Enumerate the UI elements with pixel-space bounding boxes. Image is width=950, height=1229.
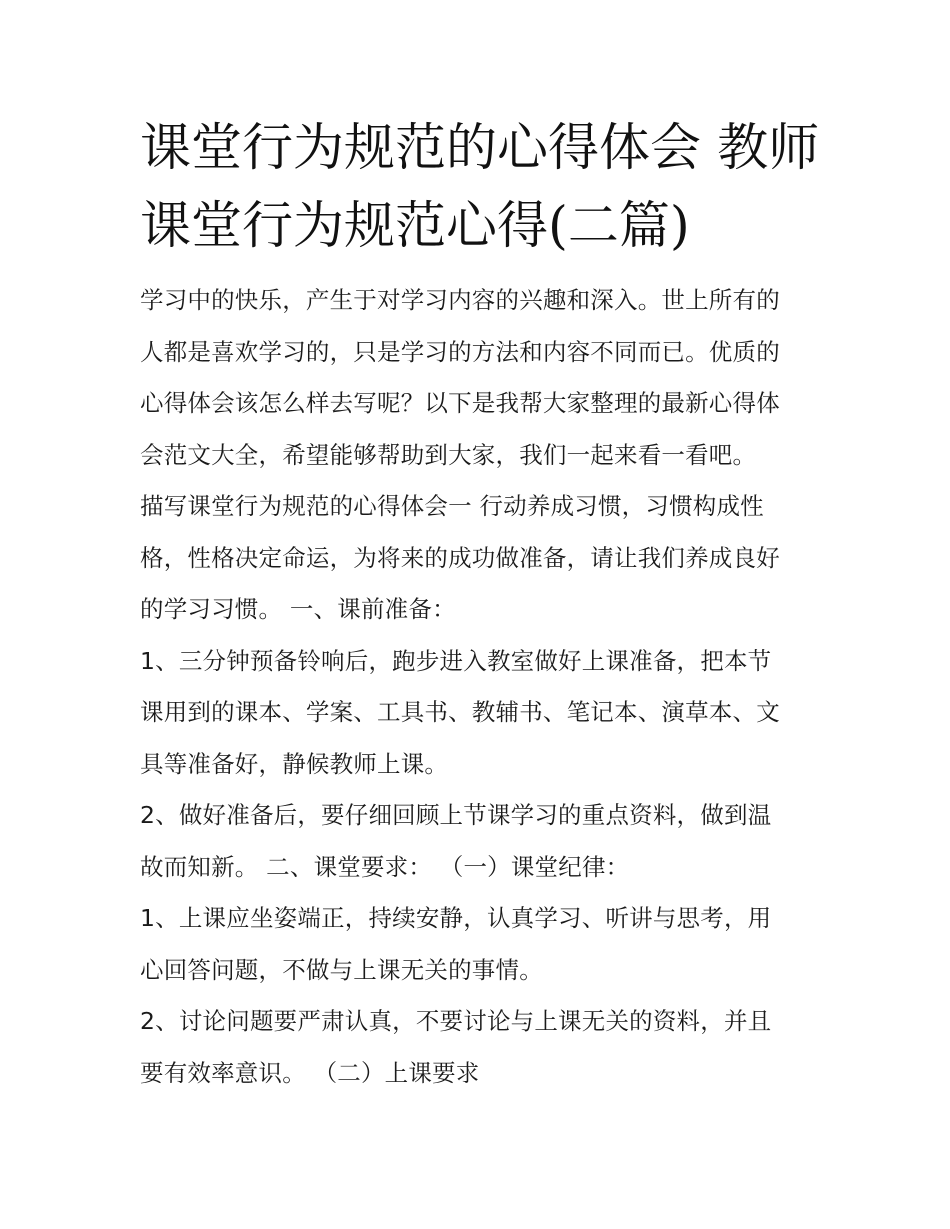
document-title <box>140 110 830 266</box>
body-line: 1、三分钟预备铃响后，跑步进入教室做好上课准备，把本节 <box>140 646 772 675</box>
body-line: 要有效率意识。 （二）上课要求 <box>140 1058 480 1087</box>
body-line: 1、上课应坐姿端正，持续安静，认真学习、听讲与思考，用 <box>140 904 772 932</box>
title-line: 课堂行为规范心得(二篇) <box>140 197 690 256</box>
body-line: 会范文大全，希望能够帮助到大家，我们一起来看一看吧。 <box>140 440 757 469</box>
body-line: 格，性格决定命运，为将来的成功做准备，请让我们养成良好 <box>140 543 780 572</box>
body-line: 课用到的课本、学案、工具书、教辅书、笔记本、演草本、文 <box>140 698 780 726</box>
body-line: 具等准备好，静候教师上课。 <box>140 749 449 778</box>
body-line: 心回答问题，不做与上课无关的事情。 <box>140 955 543 984</box>
body-line: 2、做好准备后，要仔细回顾上节课学习的重点资料，做到温 <box>140 801 772 829</box>
body-line: 学习中的快乐，产生于对学习内容的兴趣和深入。世上所有的 <box>140 286 780 314</box>
body-line: 2、讨论问题要严肃认真，不要讨论与上课无关的资料，并且 <box>140 1007 772 1035</box>
body-line: 故而知新。 二、课堂要求： （一）课堂纪律： <box>140 852 630 881</box>
title-line: 课堂行为规范的心得体会 教师 <box>140 119 820 178</box>
body-line: 的学习习惯。 一、课前准备： <box>140 595 456 623</box>
body-line: 人都是喜欢学习的，只是学习的方法和内容不同而已。优质的 <box>140 337 780 366</box>
body-line: 描写课堂行为规范的心得体会一 行动养成习惯，习惯构成性 <box>140 492 764 520</box>
body-line: 心得体会该怎么样去写呢？以下是我帮大家整理的最新心得体 <box>140 389 780 417</box>
document-body <box>140 275 830 1099</box>
